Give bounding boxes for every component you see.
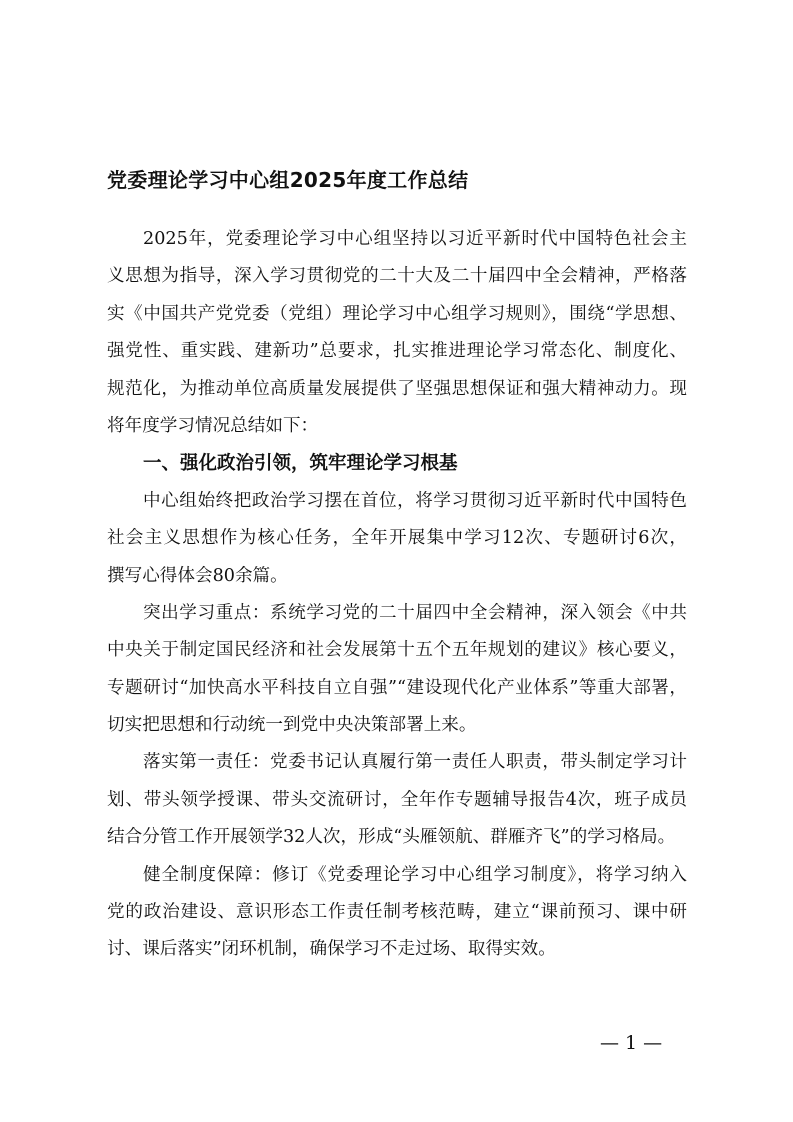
section-heading [107, 445, 687, 482]
paragraph-line: 突出学习重点：系统学习党的二十届四中全会精神，深入领会《中共 [143, 602, 687, 623]
page-number: — 1 — [600, 1032, 663, 1054]
paragraph-line: 强党性、重实践、建新功”总要求，扎实推进理论学习常态化、制度化、 [107, 341, 687, 362]
paragraph-line: 撰写心得体会80余篇。 [107, 565, 288, 586]
paragraph-line: 规范化，为推动单位高质量发展提供了坚强思想保证和强大精神动力。现 [107, 378, 687, 399]
paragraph [107, 595, 687, 745]
paragraph-line: 社会主义思想作为核心任务，全年开展集中学习12次、专题研讨6次， [107, 528, 687, 549]
paragraph-line: 中心组始终把政治学习摆在首位，将学习贯彻习近平新时代中国特色 [143, 490, 687, 511]
paragraph-line: 2025年，党委理论学习中心组坚持以习近平新时代中国特色社会主 [143, 229, 687, 249]
paragraph [107, 221, 687, 445]
paragraph-line: 义思想为指导，深入学习贯彻党的二十大及二十届四中全会精神，严格落 [107, 266, 687, 287]
heading-text: 一、强化政治引领，筑牢理论学习根基 [143, 453, 458, 475]
paragraph-line: 讨、课后落实”闭环机制，确保学习不走过场、取得实效。 [107, 939, 556, 960]
paragraph-line: 党的政治建设、意识形态工作责任制考核范畴，建立“课前预习、课中研 [107, 902, 687, 923]
document-body [107, 221, 687, 969]
paragraph-line: 结合分管工作开展领学32人次，形成“头雁领航、群雁齐飞”的学习格局。 [107, 827, 676, 848]
paragraph [107, 857, 687, 969]
paragraph-line: 切实把思想和行动统一到党中央决策部署上来。 [107, 715, 477, 736]
paragraph [107, 483, 687, 595]
paragraph-line: 将年度学习情况总结如下： [107, 415, 319, 436]
paragraph [107, 744, 687, 856]
paragraph-line: 落实第一责任：党委书记认真履行第一责任人职责，带头制定学习计 [143, 752, 687, 773]
paragraph-line: 专题研讨“加快高水平科技自立自强”“建设现代化产业体系”等重大部署， [107, 677, 687, 698]
paragraph-line: 实《中国共产党党委（党组）理论学习中心组学习规则》，围绕“学思想、 [107, 303, 687, 324]
paragraph-line: 划、带头领学授课、带头交流研讨，全年作专题辅导报告4次，班子成员 [107, 789, 687, 810]
paragraph-line: 中央关于制定国民经济和社会发展第十五个五年规划的建议》核心要义， [107, 640, 687, 661]
document-title: 党委理论学习中心组2025年度工作总结 [107, 168, 469, 192]
paragraph-line: 健全制度保障：修订《党委理论学习中心组学习制度》，将学习纳入 [143, 864, 687, 885]
